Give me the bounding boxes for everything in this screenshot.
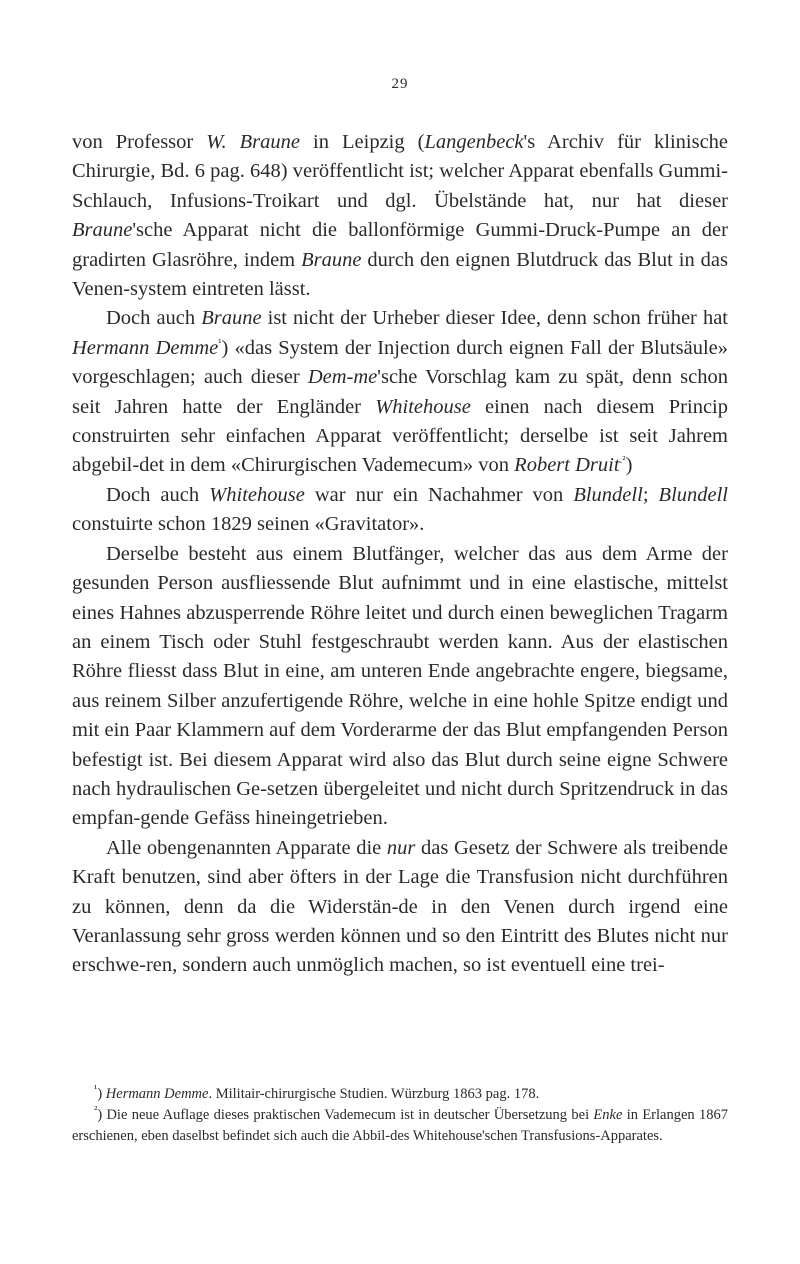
italic-text: Hermann Demme	[72, 336, 219, 359]
italic-text: Dem-me	[307, 366, 378, 389]
text-segment: 'sche Vorschlag kam zu spät, denn schon seit Jahren hatte der Engländer	[72, 366, 729, 418]
text-segment: Derselbe besteht aus einem Blutfänger, welcher das aus dem Arme der gesunden Person ausfliessende Blut aufnimmt und in eine elastische, mittelst eines Hahnes abzusperrende Röhre leitet und durch einen beweglichen Tragarm an einem Tisch oder Stuhl festgeschraubt werden kann. Aus der elastischen Röhre fliesst dass Blut in eine, am unteren Ende angebrachte engere, biegsame, aus reinem Silber anzufertigende Röhre, welche in eine hohle Spitze endigt und mit ein Paar Klammern auf dem Vorderarme der das Blut empfangenden Person befestigt ist. Bei diesem Apparat wird also das Blut durch seine eigne Schwere nach hydraulischen Ge-setzen übergeleitet und nicht durch Spritzendruck in das empfan-gende Gefäss hineingetrieben.	[72, 542, 728, 830]
page-number: 29	[391, 76, 409, 92]
text-segment: ;	[642, 483, 659, 506]
text-segment: ) Die neue Auflage dieses praktischen Vademecum ist in deutscher Übersetzung bei	[97, 1107, 594, 1123]
text-segment: Alle obengenannten Apparate die	[106, 836, 387, 859]
text-segment: constuirte schon 1829 seinen «Gravitator».	[72, 513, 425, 536]
text-segment: ist nicht der Urheber dieser Idee, denn schon früher hat	[261, 307, 728, 330]
italic-text: Langenbeck	[424, 131, 524, 153]
footnote	[72, 1084, 728, 1105]
text-segment: das Gesetz der Schwere als treibende Kraft benutzen, sind aber öfters in der Lage die Transfusion nicht durchführen zu können, denn da die Widerstän-de in den Venen durch irgend eine Veranlassung sehr gross werden können und so den Eintritt des Blutes nicht nur erschwe-ren, sondern auch unmöglich machen, so ist eventuell eine trei-	[72, 836, 728, 977]
italic-text: W. Braune	[206, 131, 300, 153]
footnote-marker: ¹	[218, 337, 222, 350]
footnotes	[72, 1084, 728, 1147]
paragraph	[72, 834, 728, 981]
text-segment: 's Archiv für klinische Chirurgie, Bd. 6 pag. 648) veröffentlicht ist; welcher Apparat ebenfalls Gummi-Schlauch, Infusions-Troikart und dgl. Übelstände hat, nur hat dieser	[72, 131, 729, 212]
text-segment: . Militair-chirurgische Studien. Würzburg 1863 pag. 178.	[208, 1086, 540, 1102]
text-segment: Doch auch	[106, 307, 202, 330]
text-segment: einen nach diesem Princip construirten sehr einfachen Apparat veröffentlicht; derselbe ist seit Jahrem abgebil-det in dem «Chirurgischen Vademecum» von	[72, 395, 728, 477]
italic-text: nur	[386, 836, 416, 859]
italic-text: Braune	[72, 219, 133, 242]
text-segment: war nur ein Nachahmer von	[304, 483, 574, 506]
italic-text: Braune	[301, 248, 362, 271]
footnote	[72, 1105, 728, 1147]
text-segment: in Erlangen 1867 erschienen, eben daselbst befindet sich auch die Abbil-des Whitehouse'schen Transfusions-Apparates.	[72, 1107, 728, 1144]
text-segment: 'sche Apparat nicht die ballonförmige Gummi-Druck-Pumpe an der gradirten Glasröhre, indem	[72, 219, 728, 271]
body-text	[72, 128, 728, 981]
italic-text: Enke	[593, 1107, 623, 1123]
text-segment: ) «das System der Injection durch eignen Fall der Blutsäule» vorgeschlagen; auch dieser	[72, 336, 729, 389]
paragraph	[72, 540, 728, 834]
text-segment: )	[97, 1086, 106, 1102]
text-segment: Doch auch	[106, 483, 210, 506]
text-segment: )	[625, 454, 633, 477]
paragraph	[72, 128, 728, 304]
italic-text: Robert Druit	[514, 454, 620, 477]
italic-text: Whitehouse	[375, 395, 471, 418]
footnote-marker: ²	[94, 1104, 98, 1117]
text-segment: durch den eignen Blutdruck das Blut in das Venen-system eintreten lässt.	[72, 248, 729, 301]
paragraph	[72, 304, 728, 480]
italic-text: Blundell	[658, 483, 729, 506]
italic-text: Blundell	[573, 483, 643, 506]
italic-text: Braune	[201, 307, 262, 330]
footnote-marker: ¹	[94, 1083, 98, 1096]
text-segment: in Leipzig (	[299, 131, 425, 153]
paragraph	[72, 481, 728, 540]
italic-text: Hermann Demme	[105, 1086, 209, 1102]
italic-text: Whitehouse	[209, 483, 305, 506]
text-segment: von Professor	[72, 131, 207, 153]
footnote-marker: .²	[619, 454, 626, 467]
